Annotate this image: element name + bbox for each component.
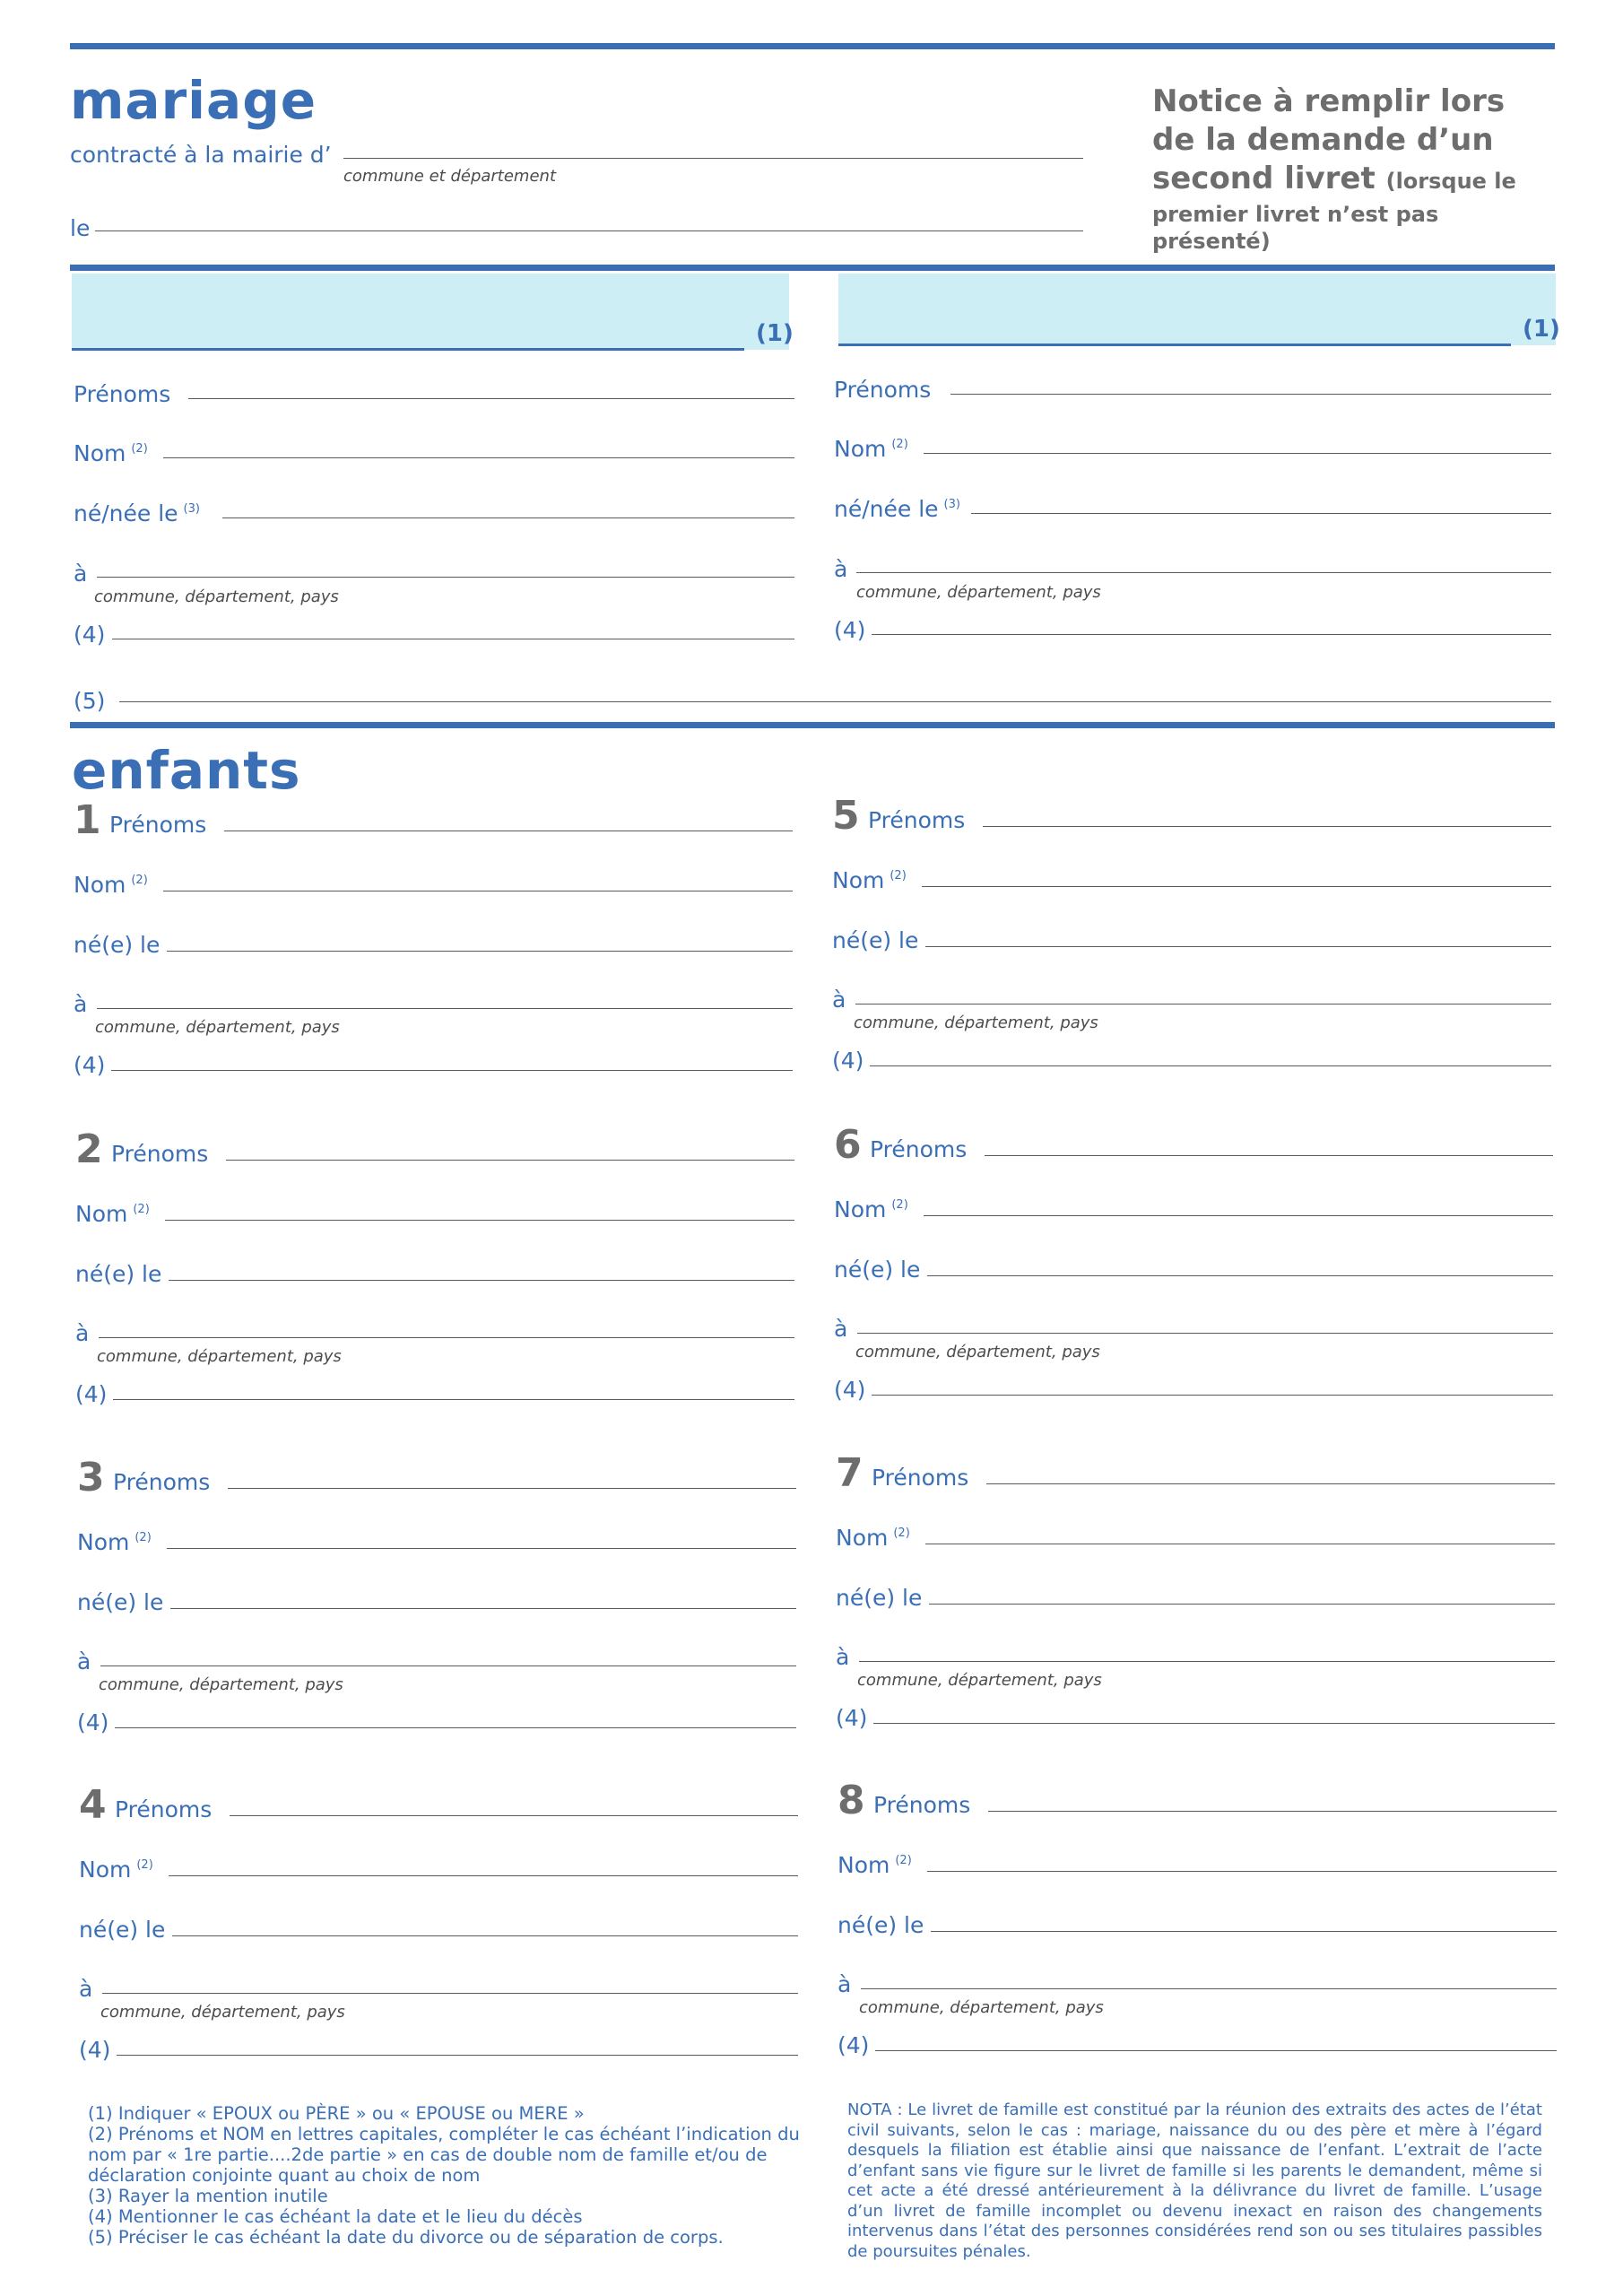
- child-1-4-label: (4): [74, 1052, 106, 1078]
- spouse-rule: [70, 265, 1555, 271]
- spouse-right-ref: (1): [1523, 316, 1560, 343]
- child-3-number: 3: [77, 1455, 105, 1500]
- child-8-4-label: (4): [838, 2032, 870, 2058]
- spouse-right-nom-field[interactable]: [924, 453, 1551, 454]
- spouse-5-label: (5): [74, 688, 106, 714]
- spouse-left-prenoms-field[interactable]: [188, 398, 794, 399]
- notice-bold: second livret: [1152, 161, 1376, 196]
- child-8-nom-sup: (2): [895, 1854, 912, 1867]
- spouse-left-nele-field[interactable]: [222, 517, 794, 518]
- child-6-number: 6: [834, 1122, 862, 1168]
- child-2-4-label: (4): [75, 1381, 108, 1407]
- child-2-a-label: à: [75, 1320, 90, 1346]
- spouse-right-nele-field[interactable]: [971, 513, 1551, 514]
- spouse-5-field[interactable]: [119, 701, 1551, 702]
- child-6-a-field[interactable]: [857, 1333, 1553, 1334]
- child-7-4-label: (4): [836, 1705, 868, 1731]
- child-6-nele-label: né(e) le: [834, 1257, 921, 1283]
- child-2-prenoms-label: Prénoms: [111, 1141, 209, 1167]
- child-5-prenoms-field[interactable]: [983, 826, 1551, 827]
- child-3-nom-label: [77, 1529, 152, 1555]
- spouse-right-heading-field[interactable]: [838, 344, 1511, 346]
- child-4-a-field[interactable]: [102, 1993, 798, 1994]
- spouse-right-nele-label: né/née le $^{(3)}$: [834, 496, 960, 522]
- child-7-hint: commune, département, pays: [857, 1671, 1102, 1690]
- child-2-nele-label: né(e) le: [75, 1261, 162, 1287]
- child-7-number: 7: [836, 1450, 864, 1496]
- notice-line-3: [1152, 160, 1547, 201]
- child-4-prenoms-label: Prénoms: [115, 1796, 213, 1822]
- child-7-nom-label: [836, 1525, 910, 1551]
- mairie-field[interactable]: [343, 158, 1083, 159]
- notice-line-1: Notice à remplir lors: [1152, 83, 1506, 119]
- footnote-2-cont2: déclaration conjointe quant au choix de nom: [88, 2165, 481, 2186]
- spouse-right-prenoms-field[interactable]: [950, 394, 1551, 395]
- spouse-left-4-label: (4): [74, 622, 106, 648]
- child-2-hint: commune, département, pays: [97, 1347, 342, 1366]
- child-2-nom-label: [75, 1201, 150, 1227]
- child-7-prenoms-field[interactable]: [986, 1483, 1555, 1484]
- child-8-nele-label: né(e) le: [838, 1912, 924, 1938]
- child-2-a-field[interactable]: [99, 1337, 794, 1338]
- child-8-nele-field[interactable]: [931, 1931, 1557, 1932]
- child-6-nom-label: [834, 1196, 908, 1222]
- spouse-left-a-field[interactable]: [97, 577, 794, 578]
- notice-line-4: premier livret n’est pas présenté): [1152, 202, 1439, 254]
- child-3-prenoms-field[interactable]: [228, 1488, 796, 1489]
- child-7-prenoms-label: Prénoms: [872, 1465, 969, 1491]
- child-7-nele-label: né(e) le: [836, 1585, 923, 1611]
- spouse-left-ref: (1): [756, 320, 794, 347]
- child-6-hint: commune, département, pays: [855, 1343, 1100, 1361]
- child-3-prenoms-label: Prénoms: [113, 1469, 211, 1495]
- child-5-nom-field[interactable]: [922, 886, 1551, 887]
- child-6-a-label: à: [834, 1316, 848, 1342]
- child-5-hint: commune, département, pays: [854, 1013, 1098, 1032]
- child-8-prenoms-field[interactable]: [988, 1811, 1557, 1812]
- child-6-nele-field[interactable]: [927, 1275, 1553, 1276]
- child-7-a-field[interactable]: [859, 1661, 1555, 1662]
- child-5-nom-label: [832, 867, 907, 893]
- child-6-prenoms-label: Prénoms: [870, 1136, 968, 1162]
- child-6-nom-text: Nom: [834, 1196, 887, 1222]
- child-7-nom-text: Nom: [836, 1525, 889, 1551]
- child-6-4-label: (4): [834, 1377, 866, 1403]
- enfants-rule: [70, 722, 1555, 728]
- child-8-nom-field[interactable]: [927, 1871, 1557, 1872]
- footnote-2: (2) Prénoms et NOM en lettres capitales, compléter le cas échéant l’indication du: [88, 2124, 800, 2144]
- child-1-nom-sup: (2): [131, 874, 148, 887]
- child-3-a-field[interactable]: [100, 1665, 796, 1666]
- spouse-right-a-label: à: [834, 556, 848, 582]
- section-title-mariage: mariage: [70, 70, 317, 131]
- child-8-nom-text: Nom: [838, 1852, 890, 1878]
- child-2-nom-field[interactable]: [165, 1220, 794, 1221]
- child-5-number: 5: [832, 793, 860, 839]
- spouse-band-right: [838, 274, 1556, 345]
- child-8-number: 8: [838, 1778, 865, 1823]
- spouse-left-prenoms-label: Prénoms: [74, 381, 171, 407]
- child-8-a-label: à: [838, 1971, 852, 1997]
- section-title-enfants: enfants: [72, 740, 301, 801]
- child-3-nom-text: Nom: [77, 1529, 130, 1555]
- child-5-nele-field[interactable]: [925, 946, 1551, 947]
- child-6-prenoms-field[interactable]: [985, 1155, 1553, 1156]
- spouse-right-4-label: (4): [834, 617, 866, 643]
- child-3-nele-field[interactable]: [170, 1608, 796, 1609]
- spouse-left-nom-label: Nom $^{(2)}$: [74, 440, 148, 466]
- child-8-prenoms-label: Prénoms: [873, 1792, 971, 1818]
- child-1-number: 1: [74, 797, 101, 843]
- child-8-4-field[interactable]: [875, 2050, 1557, 2051]
- child-3-4-label: (4): [77, 1709, 109, 1735]
- child-5-4-label: (4): [832, 1048, 864, 1074]
- footnote-1: (1) Indiquer « EPOUX ou PÈRE » ou « EPOUSE ou MERE »: [88, 2103, 585, 2124]
- spouse-right-nom-label: Nom $^{(2)}$: [834, 436, 908, 462]
- child-1-prenoms-label: Prénoms: [109, 812, 207, 838]
- child-4-a-label: à: [79, 1976, 93, 2002]
- notice-small-1: (lorsque le: [1385, 169, 1516, 194]
- spouse-band-left: [72, 274, 789, 350]
- child-4-4-field[interactable]: [117, 2055, 798, 2056]
- spouse-left-nom-field[interactable]: [163, 457, 794, 458]
- child-4-nom-field[interactable]: [169, 1875, 798, 1876]
- child-4-nom-sup: (2): [136, 1858, 153, 1872]
- child-8-nom-label: [838, 1852, 912, 1878]
- spouse-left-hint: commune, département, pays: [94, 587, 339, 606]
- child-5-nom-text: Nom: [832, 867, 885, 893]
- child-7-nele-field[interactable]: [929, 1604, 1555, 1605]
- child-1-nom-text: Nom: [74, 872, 126, 898]
- child-5-a-label: à: [832, 987, 846, 1013]
- spouse-right-4-field[interactable]: [872, 634, 1551, 635]
- child-2-nom-sup: (2): [133, 1203, 150, 1216]
- footnotes: [88, 2103, 823, 2248]
- notice-box: [1152, 83, 1547, 255]
- child-5-4-field[interactable]: [870, 1065, 1551, 1066]
- footnote-3: (3) Rayer la mention inutile: [88, 2186, 328, 2206]
- date-field[interactable]: [95, 230, 1083, 231]
- child-6-nom-field[interactable]: [924, 1215, 1553, 1216]
- child-7-4-field[interactable]: [873, 1723, 1555, 1724]
- child-3-hint: commune, département, pays: [99, 1675, 343, 1694]
- child-1-4-field[interactable]: [111, 1070, 793, 1071]
- child-7-a-label: à: [836, 1644, 850, 1670]
- spouse-right-prenoms-label: Prénoms: [834, 377, 932, 403]
- child-3-nom-sup: (2): [135, 1531, 152, 1544]
- child-1-nom-label: [74, 872, 148, 898]
- child-5-nom-sup: (2): [890, 869, 907, 883]
- child-1-hint: commune, département, pays: [95, 1018, 340, 1037]
- child-4-nom-label: [79, 1857, 153, 1883]
- child-2-number: 2: [75, 1126, 103, 1172]
- child-1-a-label: à: [74, 991, 88, 1017]
- child-3-4-field[interactable]: [115, 1727, 796, 1728]
- child-5-nele-label: né(e) le: [832, 927, 919, 953]
- spouse-left-heading-field[interactable]: [72, 348, 744, 351]
- notice-line-2: de la demande d’un: [1152, 122, 1494, 158]
- child-6-nom-sup: (2): [891, 1198, 908, 1212]
- child-1-nele-field[interactable]: [167, 951, 793, 952]
- child-2-nom-text: Nom: [75, 1201, 128, 1227]
- date-label: le: [70, 215, 91, 241]
- mairie-hint: commune et département: [343, 167, 557, 186]
- child-7-nom-sup: (2): [893, 1526, 910, 1540]
- child-4-number: 4: [79, 1782, 107, 1828]
- child-4-nele-label: né(e) le: [79, 1917, 166, 1943]
- child-2-nele-field[interactable]: [169, 1280, 794, 1281]
- spouse-left-nele-label: né/née le $^{(3)}$: [74, 500, 200, 526]
- spouse-left-a-label: à: [74, 561, 88, 587]
- child-3-nele-label: né(e) le: [77, 1589, 164, 1615]
- footnote-2-cont: nom par « 1re partie....2de partie » en cas de double nom de famille et/ou de: [88, 2144, 768, 2165]
- child-8-hint: commune, département, pays: [859, 1998, 1104, 2017]
- top-rule: [70, 43, 1555, 49]
- spouse-right-hint: commune, département, pays: [856, 583, 1101, 602]
- child-4-nele-field[interactable]: [172, 1935, 798, 1936]
- child-5-prenoms-label: Prénoms: [868, 807, 966, 833]
- child-3-nom-field[interactable]: [167, 1548, 796, 1549]
- child-8-a-field[interactable]: [861, 1988, 1557, 1989]
- child-1-nele-label: né(e) le: [74, 932, 161, 958]
- footnote-4: (4) Mentionner le cas échéant la date et le lieu du décès: [88, 2206, 583, 2227]
- child-3-a-label: à: [77, 1648, 91, 1674]
- mairie-label: contracté à la mairie d’: [70, 142, 332, 168]
- child-2-4-field[interactable]: [113, 1399, 794, 1400]
- child-6-4-field[interactable]: [872, 1395, 1553, 1396]
- child-2-prenoms-field[interactable]: [226, 1160, 794, 1161]
- spouse-right-a-field[interactable]: [856, 572, 1551, 573]
- nota-text: NOTA : Le livret de famille est constitué par la réunion des extraits des actes de l’état civil suivants, selon le cas : mariage, naissance du ou des père et mère à l’égard desquels la filiation est établie ainsi que naissance de l’enfant. L’extrait de l’acte d’enfant sans vie figure sur le livret de famille si les parents le demandent, même si cet acte a été dressé antérieurement à la délivrance du livret de famille. L’usage d’un livret de famille incomplet ou devenu inexact en raison des changements intervenus dans l’état des personnes considérées rend son ou ses titulaires passibles de poursuites pénales.: [847, 2100, 1542, 2261]
- child-4-4-label: (4): [79, 2037, 111, 2063]
- footnote-5: (5) Préciser le cas échéant la date du divorce ou de séparation de corps.: [88, 2227, 724, 2248]
- child-4-nom-text: Nom: [79, 1857, 132, 1883]
- child-4-hint: commune, département, pays: [100, 2003, 345, 2022]
- child-1-a-field[interactable]: [97, 1008, 793, 1009]
- child-4-prenoms-field[interactable]: [230, 1815, 798, 1816]
